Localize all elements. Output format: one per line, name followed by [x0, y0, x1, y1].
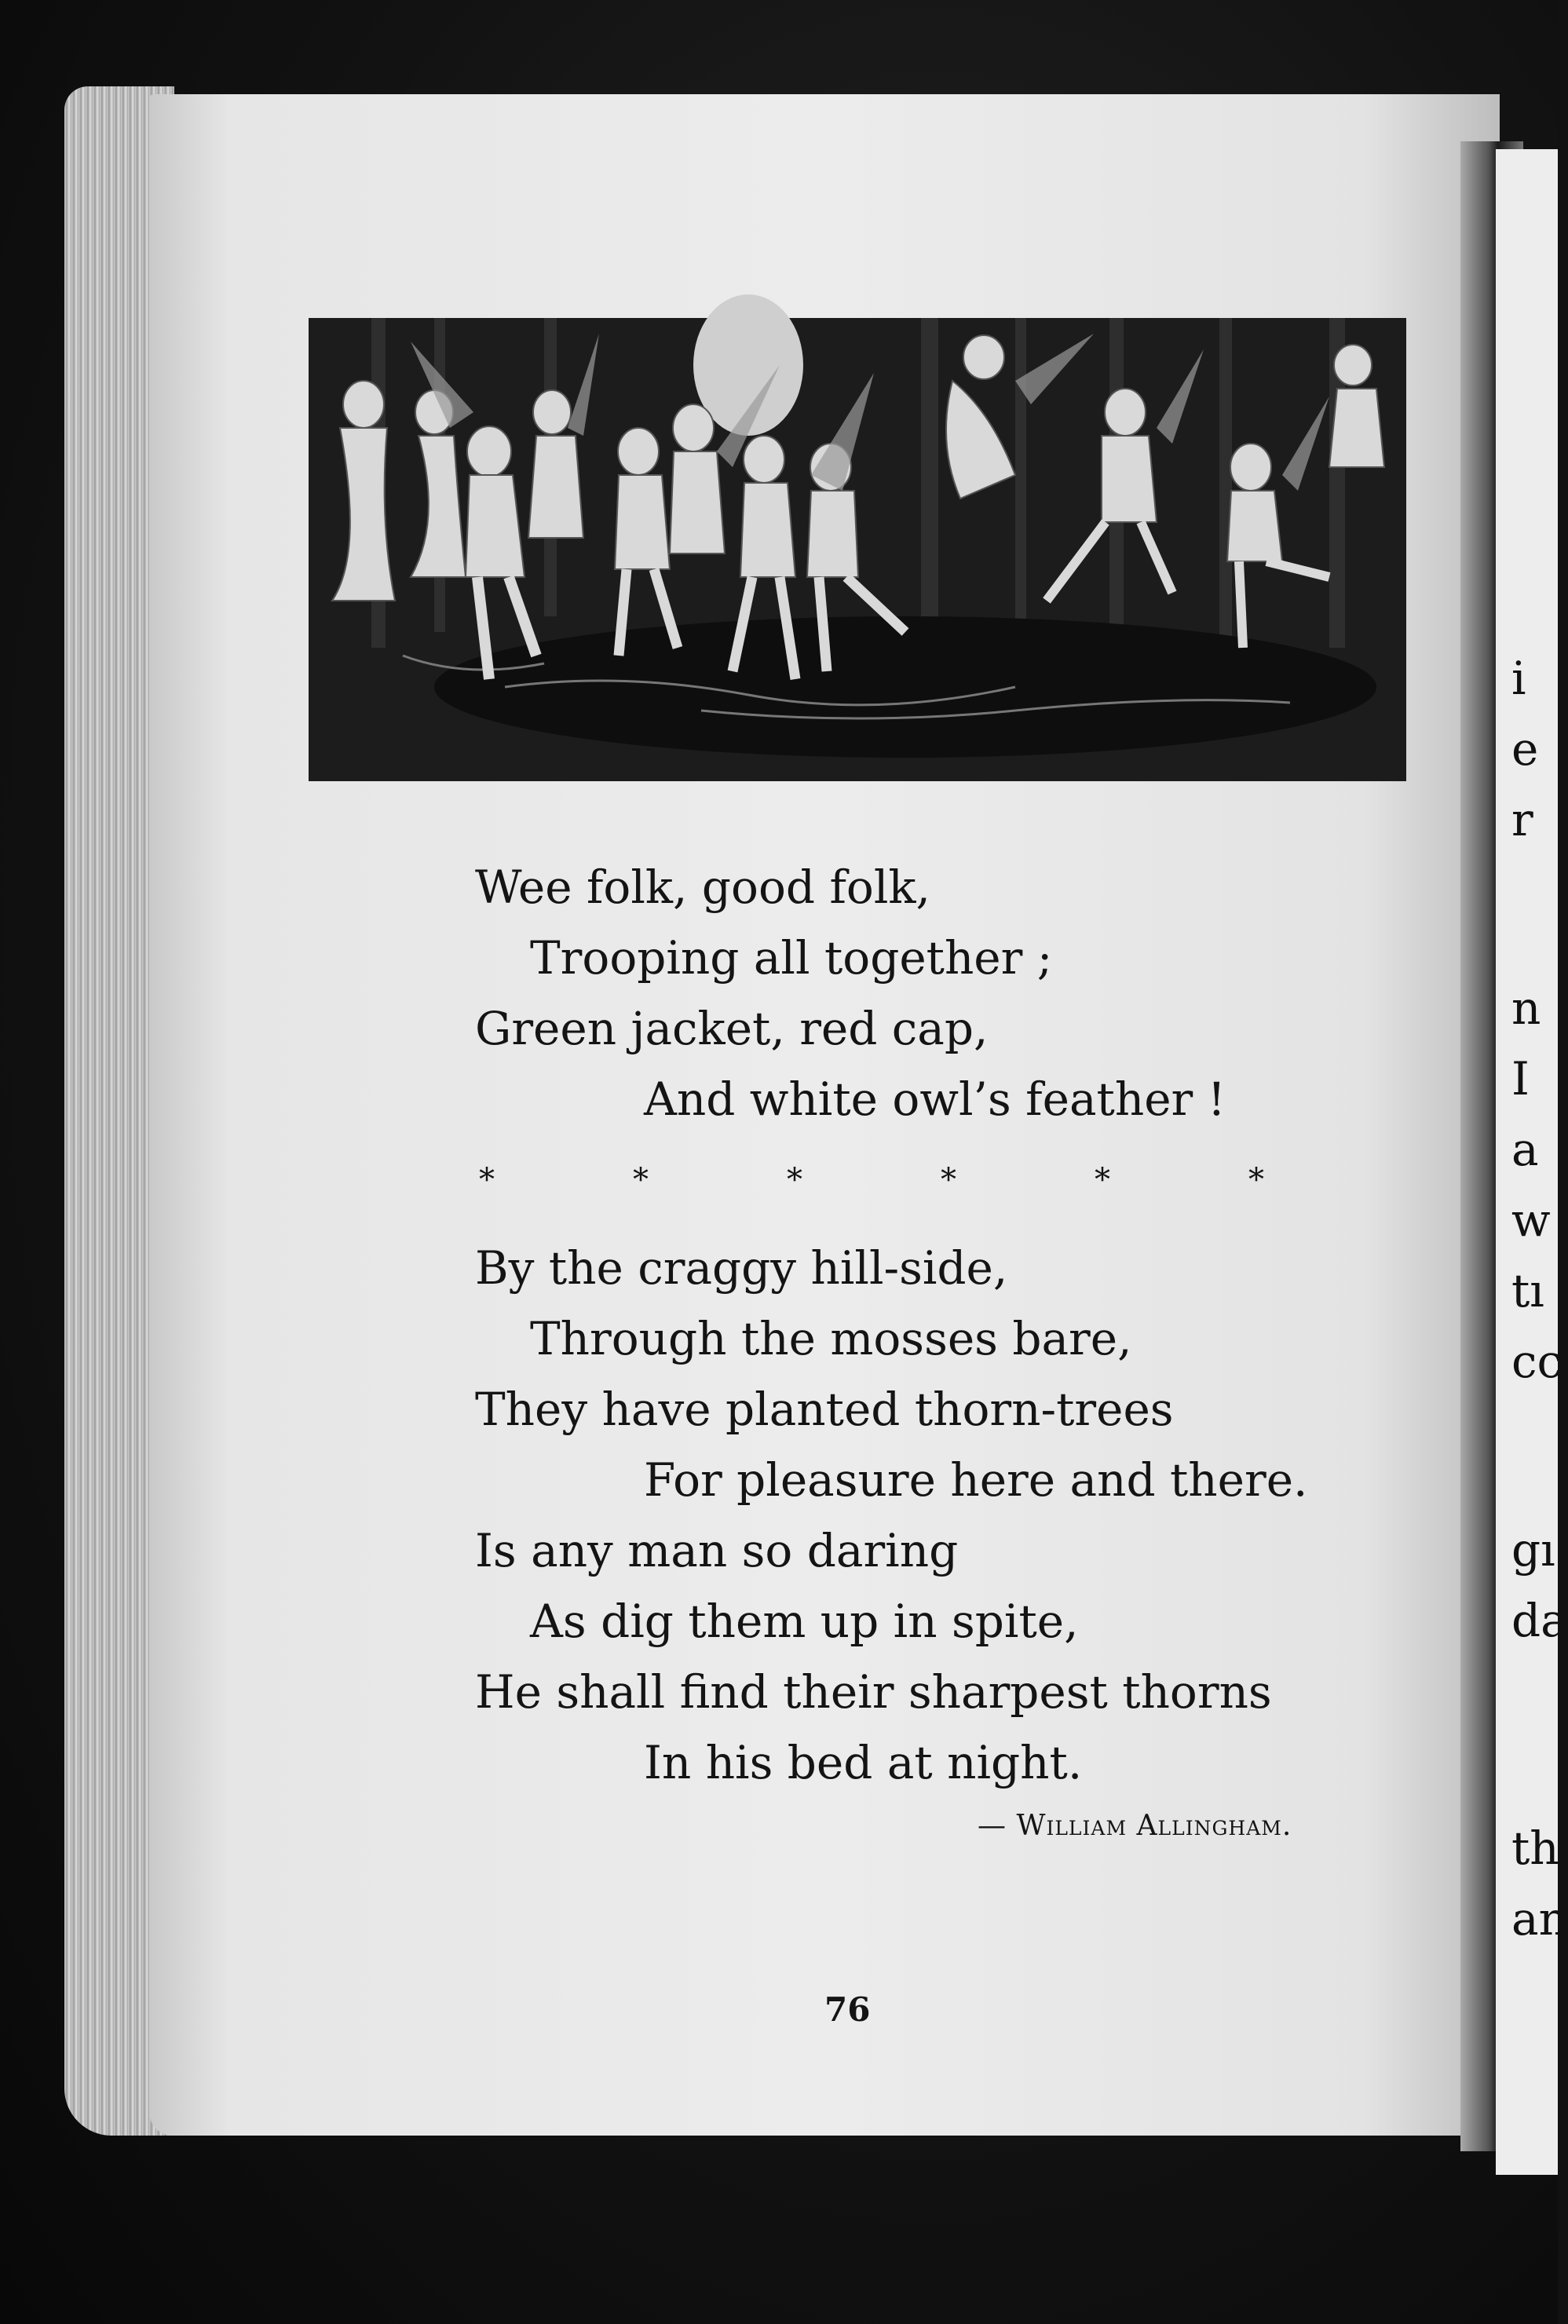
facing-text-fragment: tı — [1511, 1264, 1544, 1317]
poem-line: As dig them up in spite, — [530, 1595, 1079, 1648]
facing-text-fragment: an — [1511, 1892, 1568, 1946]
poem-line: He shall find their sharpest thorns — [475, 1665, 1272, 1719]
facing-text-fragment: r — [1511, 793, 1533, 846]
facing-text-fragment: da — [1511, 1594, 1568, 1647]
facing-text-fragment: a — [1511, 1123, 1539, 1176]
asterisk: * — [479, 1162, 495, 1198]
facing-text-fragment: th — [1511, 1822, 1559, 1875]
facing-text-fragment: cc — [1511, 1335, 1563, 1388]
facing-text-fragment: I — [1511, 1052, 1530, 1105]
right-page — [1496, 149, 1568, 2175]
asterisk: * — [787, 1162, 802, 1198]
asterisk: * — [1095, 1162, 1110, 1198]
fairy-dance-engraving — [309, 318, 1406, 781]
asterisk: * — [633, 1162, 649, 1198]
poem-line: And white owl’s feather ! — [644, 1072, 1226, 1126]
facing-text-fragment: gı — [1511, 1523, 1555, 1577]
facing-text-fragment: e — [1511, 722, 1539, 776]
asterisk: * — [941, 1162, 956, 1198]
facing-text-fragment: n — [1511, 981, 1541, 1035]
poem-line: Trooping all together ; — [530, 931, 1053, 985]
poem-stanza-2 — [475, 1233, 1307, 1798]
poem-line: By the craggy hill-side, — [475, 1241, 1008, 1295]
poem-line: In his bed at night. — [644, 1736, 1083, 1789]
stanza-divider — [479, 1162, 1264, 1198]
page-number: 76 — [824, 1990, 871, 2029]
poem-line: Through the mosses bare, — [530, 1312, 1132, 1365]
poem-line: For pleasure here and there. — [644, 1453, 1308, 1507]
facing-text-fragment: w — [1511, 1193, 1551, 1247]
fairy-dance-illustration — [309, 318, 1406, 781]
poem-author: — William Allingham. — [978, 1810, 1292, 1842]
poem-line: Is any man so daring — [475, 1524, 959, 1577]
asterisk: * — [1248, 1162, 1264, 1198]
poem-stanza-1 — [475, 852, 1226, 1135]
poem-line: Green jacket, red cap, — [475, 1002, 989, 1055]
facing-text-fragment: i — [1511, 652, 1526, 705]
poem-line: They have planted thorn-trees — [475, 1383, 1174, 1436]
poem-line: Wee folk, good folk, — [475, 861, 930, 914]
